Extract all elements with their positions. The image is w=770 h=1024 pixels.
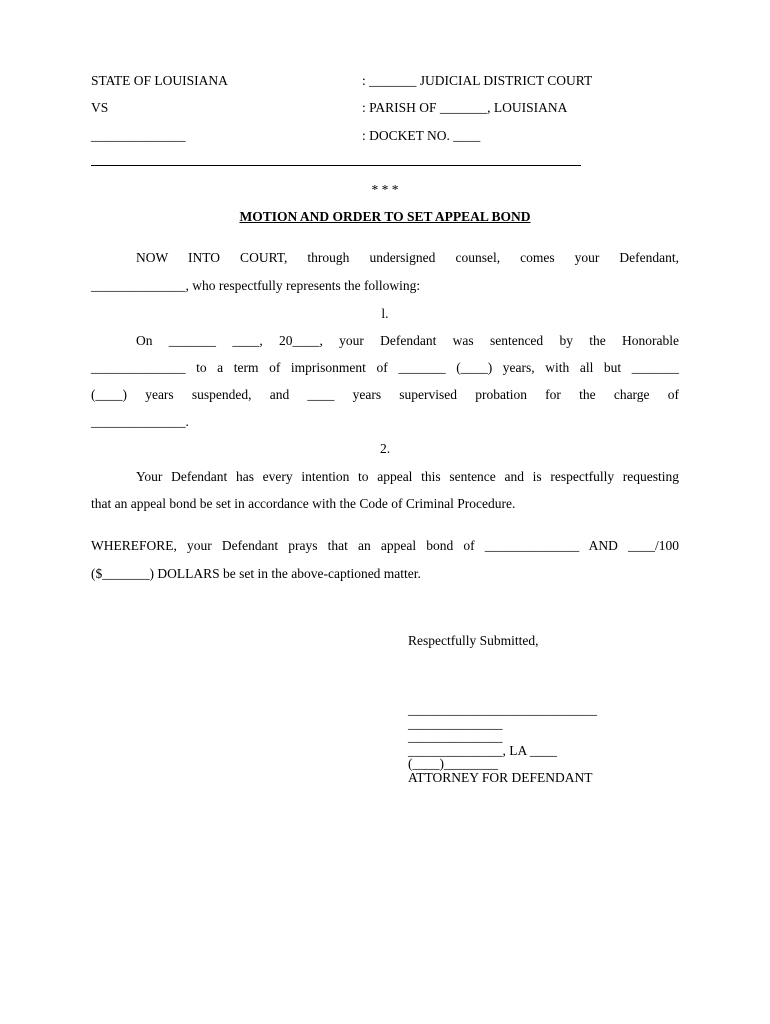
signature-line: ____________________________ xyxy=(408,702,597,717)
paragraph1-line-1: On _______ ____, 20____, your Defendant was sentenced by the Honorable xyxy=(136,333,679,348)
attorney-city-state: ______________, LA ____ xyxy=(408,743,557,758)
caption-docket: : DOCKET NO. ____ xyxy=(362,128,481,143)
attorney-address-blank: ______________ xyxy=(408,729,503,744)
paragraph-number-2: 2. xyxy=(379,441,391,456)
attorney-role: ATTORNEY FOR DEFENDANT xyxy=(408,770,593,785)
wherefore-line-1: WHEREFORE, your Defendant prays that an appeal bond of ______________ AND ____/100 xyxy=(91,538,679,553)
paragraph1-line-3: (____) years suspended, and ____ years supervised probation for the charge of xyxy=(91,387,679,402)
intro-line-1: NOW INTO COURT, through undersigned counsel, comes your Defendant, xyxy=(136,250,679,265)
document-title: MOTION AND ORDER TO SET APPEAL BOND xyxy=(239,209,531,224)
paragraph2-line-2: that an appeal bond be set in accordance with the Code of Criminal Procedure. xyxy=(91,496,516,511)
caption-divider xyxy=(91,165,581,166)
caption-state: STATE OF LOUISIANA xyxy=(91,73,228,88)
paragraph-number-1: l. xyxy=(381,306,389,321)
caption-parish: : PARISH OF _______, LOUISIANA xyxy=(362,100,568,115)
paragraph2-line-1: Your Defendant has every intention to appeal this sentence and is respectfully requesting xyxy=(136,469,679,484)
attorney-name-blank: ______________ xyxy=(408,716,503,731)
paragraph1-line-2: ______________ to a term of imprisonment of _______ (____) years, with all but _______ xyxy=(91,360,679,375)
caption-defendant-blank: ______________ xyxy=(91,128,186,143)
caption-court: : _______ JUDICIAL DISTRICT COURT xyxy=(362,73,593,88)
wherefore-line-2: ($_______) DOLLARS be set in the above-captioned matter. xyxy=(91,566,421,581)
attorney-phone: (____)________ xyxy=(408,756,498,771)
paragraph1-line-4: ______________. xyxy=(91,414,189,429)
section-stars: * * * xyxy=(371,182,399,197)
signature-closing: Respectfully Submitted, xyxy=(408,633,539,648)
intro-line-2: ______________, who respectfully represents the following: xyxy=(91,278,421,293)
caption-vs: VS xyxy=(91,100,109,115)
